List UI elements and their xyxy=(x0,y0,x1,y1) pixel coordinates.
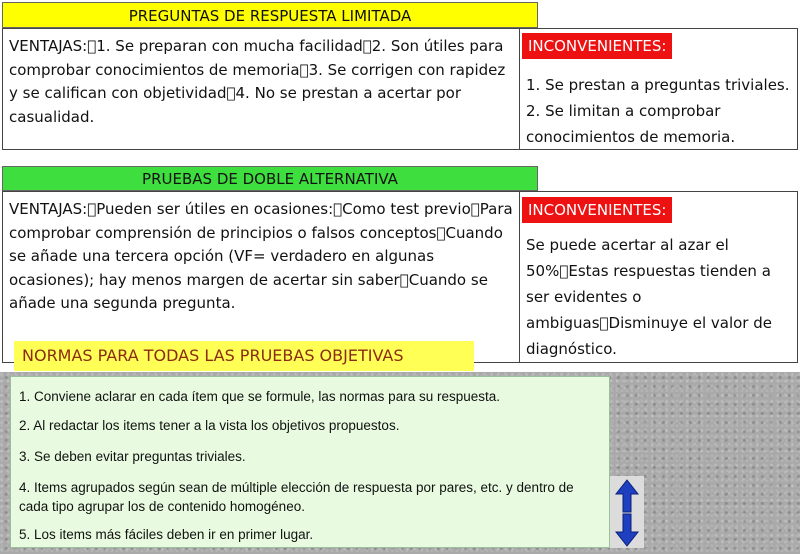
arrow-up-icon[interactable] xyxy=(614,478,640,514)
list-item: 4. Items agrupados según sean de múltiple elección de respuesta por pares, etc. y dentro de cada tipo agrupar los de contenido homogéneo. xyxy=(19,480,574,514)
section2-ventajas: VENTAJAS:􀀀Pueden ser útiles en ocasiones:􀀀Como test previo􀀀Para comprobar comprensión de principios o falsos conceptos􀀀Cuando se añade una tercera opción (VF= verdadero en algunas ocasiones); hay menos margen de acertar sin saber􀀀Cuando se añade una segunda pregunta. xyxy=(2,191,520,363)
section2-inconvenientes-label: INCONVENIENTES: xyxy=(522,197,672,223)
section1-inconv-item: 1. Se prestan a preguntas triviales. xyxy=(526,76,790,94)
section1-inconvenientes-list xyxy=(526,72,794,150)
section2-inconvenientes-text: Se puede acertar al azar el 50%􀀀Estas respuestas tienden a ser evidentes o ambiguas􀀀Disminuye el valor de diagnóstico. xyxy=(526,236,772,358)
section1-ventajas: VENTAJAS:􀀀1. Se preparan con mucha facilidad􀀀2. Son útiles para comprobar conocimientos de memoria􀀀3. Se corrigen con rapidez y se califican con objetividad􀀀4. No se prestan a acertar por casualidad. xyxy=(2,28,520,150)
section2-header: PRUEBAS DE DOBLE ALTERNATIVA xyxy=(2,166,538,191)
normas-title: NORMAS PARA TODAS LAS PRUEBAS OBJETIVAS xyxy=(14,341,474,371)
list-item: 1. Conviene aclarar en cada ítem que se formule, las normas para su respuesta. xyxy=(19,389,501,404)
list-item: 5. Los items más fáciles deben ir en primer lugar. xyxy=(19,527,314,542)
section1-inconv-item: 2. Se limitan a comprobar conocimientos de memoria. xyxy=(526,102,736,146)
section1-header: PREGUNTAS DE RESPUESTA LIMITADA xyxy=(2,2,538,28)
arrow-down-icon[interactable] xyxy=(614,512,640,548)
normas-list xyxy=(10,376,610,548)
section1-inconvenientes-label: INCONVENIENTES: xyxy=(522,33,672,59)
list-item: 3. Se deben evitar preguntas triviales. xyxy=(19,449,246,464)
list-item: 2. Al redactar los items tener a la vista los objetivos propuestos. xyxy=(19,418,400,433)
